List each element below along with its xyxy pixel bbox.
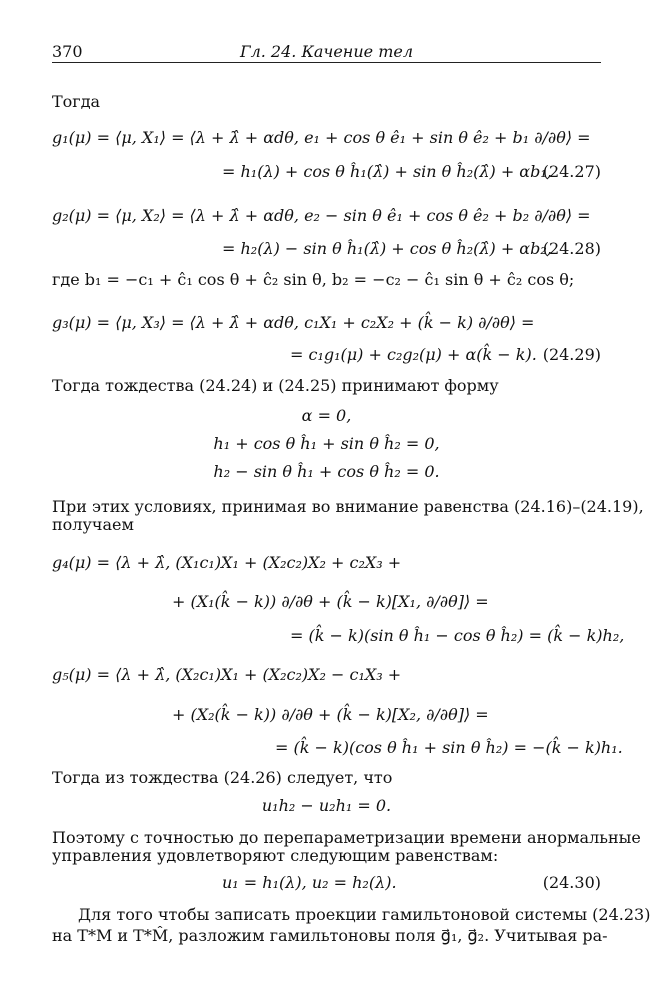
text-line: на T*M и T*M̂, разложим гамильтоновы поля g⃗₁, g⃗₂. Учитывая ра- [52, 926, 608, 945]
equation-g5-line3: = (k̂ − k)(cos θ ĥ₁ + sin θ ĥ₂) = −(k̂ − k)h₁. [275, 738, 623, 757]
equation-g2-line1: g₂(μ) = ⟨μ, X₂⟩ = ⟨λ + λ̂ + αdθ, e₂ − sin θ ê₁ + cos θ ê₂ + b₂ ∂/∂θ⟩ = [52, 206, 591, 225]
running-title: Гл. 24. Качение тел [239, 42, 414, 61]
text-line: управления удовлетворяют следующим равенствам: [52, 846, 499, 865]
equation-number: (24.28) [542, 239, 601, 258]
equation-g4-line1: g₄(μ) = ⟨λ + λ̂, (X₁c₁)X₁ + (X₂c₂)X₂ + c₂X₃ + [52, 553, 402, 572]
equation-g3-line1: g₃(μ) = ⟨μ, X₃⟩ = ⟨λ + λ̂ + αdθ, c₁X₁ + c₂X₂ + (k̂ − k) ∂/∂θ⟩ = [52, 313, 535, 332]
text-line: Поэтому с точностью до перепараметризации времени анормальные [52, 828, 641, 847]
text-line: Тогда [52, 92, 101, 111]
equation-controls: u₁ = h₁(λ), u₂ = h₂(λ). [222, 873, 397, 892]
page-number: 370 [52, 42, 83, 61]
equation-g1-line1: g₁(μ) = ⟨μ, X₁⟩ = ⟨λ + λ̂ + αdθ, e₁ + cos θ ê₁ + sin θ ê₂ + b₁ ∂/∂θ⟩ = [52, 128, 591, 147]
centered-equation: u₁h₂ − u₂h₁ = 0. [261, 796, 392, 815]
equation-g5-line2: + (X₂(k̂ − k)) ∂/∂θ + (k̂ − k)[X₂, ∂/∂θ]⟩ = [172, 705, 489, 724]
text-line: Тогда из тождества (24.26) следует, что [52, 768, 393, 787]
equation-number: (24.30) [542, 873, 601, 892]
equation-g3-line2: = c₁g₁(μ) + c₂g₂(μ) + α(k̂ − k). [290, 345, 537, 364]
centered-equation: h₂ − sin θ ĥ₁ + cos θ ĥ₂ = 0. [213, 462, 440, 481]
centered-equation: h₁ + cos θ ĥ₁ + sin θ ĥ₂ = 0, [213, 434, 440, 453]
equation-number: (24.29) [542, 345, 601, 364]
text-line: Тогда тождества (24.24) и (24.25) принимают форму [52, 376, 499, 395]
equation-g5-line1: g₅(μ) = ⟨λ + λ̂, (X₂c₁)X₁ + (X₂c₂)X₂ − c₁X₃ + [52, 665, 402, 684]
equation-g2-line2: = h₂(λ) − sin θ ĥ₁(λ̂) + cos θ ĥ₂(λ̂) + αb₂, [222, 239, 552, 258]
centered-equation: α = 0, [301, 406, 352, 425]
text-line: получаем [52, 515, 134, 534]
equation-g4-line3: = (k̂ − k)(sin θ ĥ₁ − cos θ ĥ₂) = (k̂ − k)h₂, [290, 626, 625, 645]
equation-number: (24.27) [542, 162, 601, 181]
equation-g1-line2: = h₁(λ) + cos θ ĥ₁(λ̂) + sin θ ĥ₂(λ̂) + αb₁, [222, 162, 552, 181]
text-line: где b₁ = −c₁ + ĉ₁ cos θ + ĉ₂ sin θ, b₂ = −c₂ − ĉ₁ sin θ + ĉ₂ cos θ; [52, 270, 575, 289]
equation-g4-line2: + (X₁(k̂ − k)) ∂/∂θ + (k̂ − k)[X₁, ∂/∂θ]⟩ = [172, 592, 489, 611]
page-header [52, 38, 601, 63]
text-line: При этих условиях, принимая во внимание равенства (24.16)–(24.19), [52, 497, 644, 516]
text-line: Для того чтобы записать проекции гамильтоновой системы (24.23) [78, 905, 651, 924]
